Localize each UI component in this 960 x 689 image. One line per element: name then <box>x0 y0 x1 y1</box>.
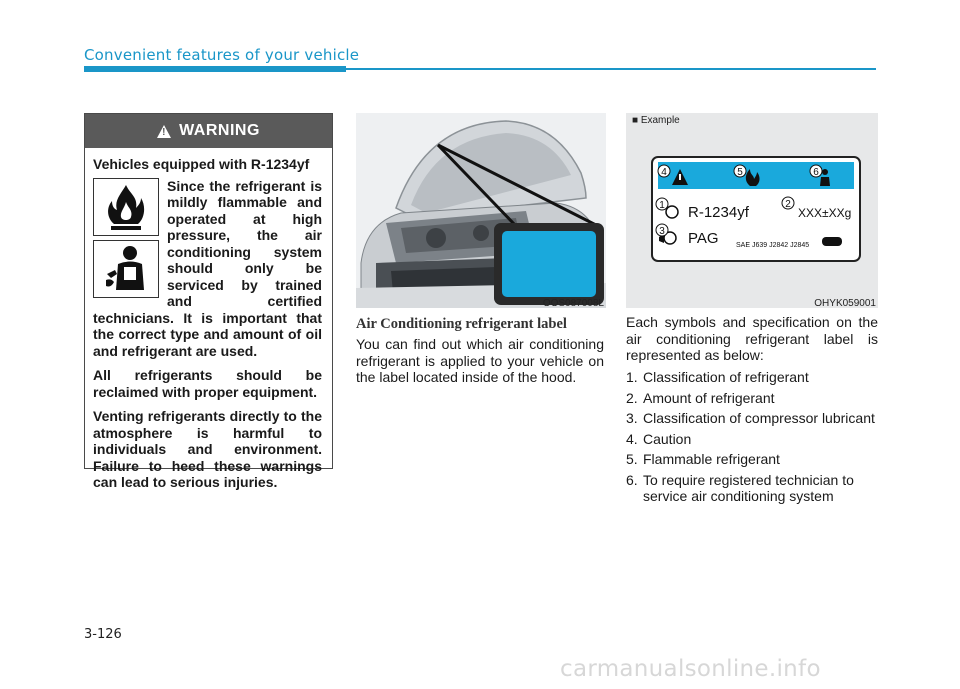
figure-caption: OOS087008L <box>542 298 604 309</box>
list-number: 2. <box>626 389 638 406</box>
section-heading: Air Conditioning refrigerant label <box>356 316 567 332</box>
warning-header <box>85 114 332 148</box>
warning-paragraph: Since the refrigerant is mildly flammable and operated at high pressure, the air conditioning system should only be serviced by trained and certified technicians. It is important that the correct type and amount of oil and refrigerant are used. <box>93 177 322 359</box>
warning-paragraph: Venting refrigerants directly to the atmosphere is harmful to individuals and environment. Failure to heed these warnings can lead to serious injuries. <box>93 408 322 490</box>
label-intro: Each symbols and specification on the air conditioning refrigerant label is represented as below: <box>626 314 878 363</box>
warning-subtitle: Vehicles equipped with R-1234yf <box>93 156 310 172</box>
refrigerant-label-figure <box>626 113 878 308</box>
list-item <box>626 472 878 505</box>
warning-paragraph: All refrigerants should be reclaimed with proper equipment. <box>93 367 322 400</box>
list-text: Amount of refrigerant <box>643 389 775 406</box>
flame-icon <box>93 178 159 236</box>
header-rule <box>346 68 876 70</box>
warning-title: WARNING <box>179 122 260 139</box>
label-symbol-list <box>626 369 878 509</box>
label-marker-text: 6 <box>813 167 819 178</box>
technician-icon <box>93 240 159 298</box>
list-text: To require registered technician to service air conditioning system <box>643 471 854 504</box>
list-item <box>626 451 878 468</box>
list-number: 6. <box>626 471 638 488</box>
label-standard: SAE J639 J2842 J2845 <box>736 242 810 249</box>
warning-box <box>84 113 333 490</box>
list-number: 3. <box>626 410 638 426</box>
list-text: Classification of compressor lubricant <box>643 410 875 426</box>
label-marker-text: 1 <box>659 200 665 211</box>
warning-body <box>85 148 332 491</box>
label-marker-text: 3 <box>659 226 665 237</box>
header-accent-bar <box>84 66 346 72</box>
label-marker-text: 4 <box>661 167 667 178</box>
label-amount: XXX±XXg <box>798 206 852 220</box>
page-number: 3-126 <box>84 627 122 642</box>
section-title: Convenient features of your vehicle <box>84 46 360 64</box>
car-hood-photo <box>356 113 606 308</box>
list-item <box>626 369 878 386</box>
section-body: You can find out which air conditioning refrigerant is applied to your vehicle on the label located inside of the hood. <box>356 336 604 385</box>
list-item <box>626 431 878 448</box>
label-lubricant: PAG <box>688 230 719 247</box>
list-text: Classification of refrigerant <box>643 369 809 385</box>
label-refrigerant: R-1234yf <box>688 204 749 221</box>
warning-triangle-icon <box>157 125 171 138</box>
figure-caption: OHYK059001 <box>814 298 876 309</box>
list-text: Caution <box>643 430 692 447</box>
list-number: 5. <box>626 451 638 467</box>
list-text: Flammable refrigerant <box>643 451 780 467</box>
list-number: 1. <box>626 369 638 385</box>
example-note: ■ Example <box>632 115 680 126</box>
warning-icons <box>93 178 159 302</box>
label-marker-text: 2 <box>785 199 791 210</box>
warning-content <box>93 178 322 491</box>
watermark: carmanualsonline.info <box>560 656 821 682</box>
label-marker-text: 5 <box>737 167 743 178</box>
list-item <box>626 410 878 427</box>
list-number: 4. <box>626 430 638 447</box>
list-item <box>626 390 878 407</box>
